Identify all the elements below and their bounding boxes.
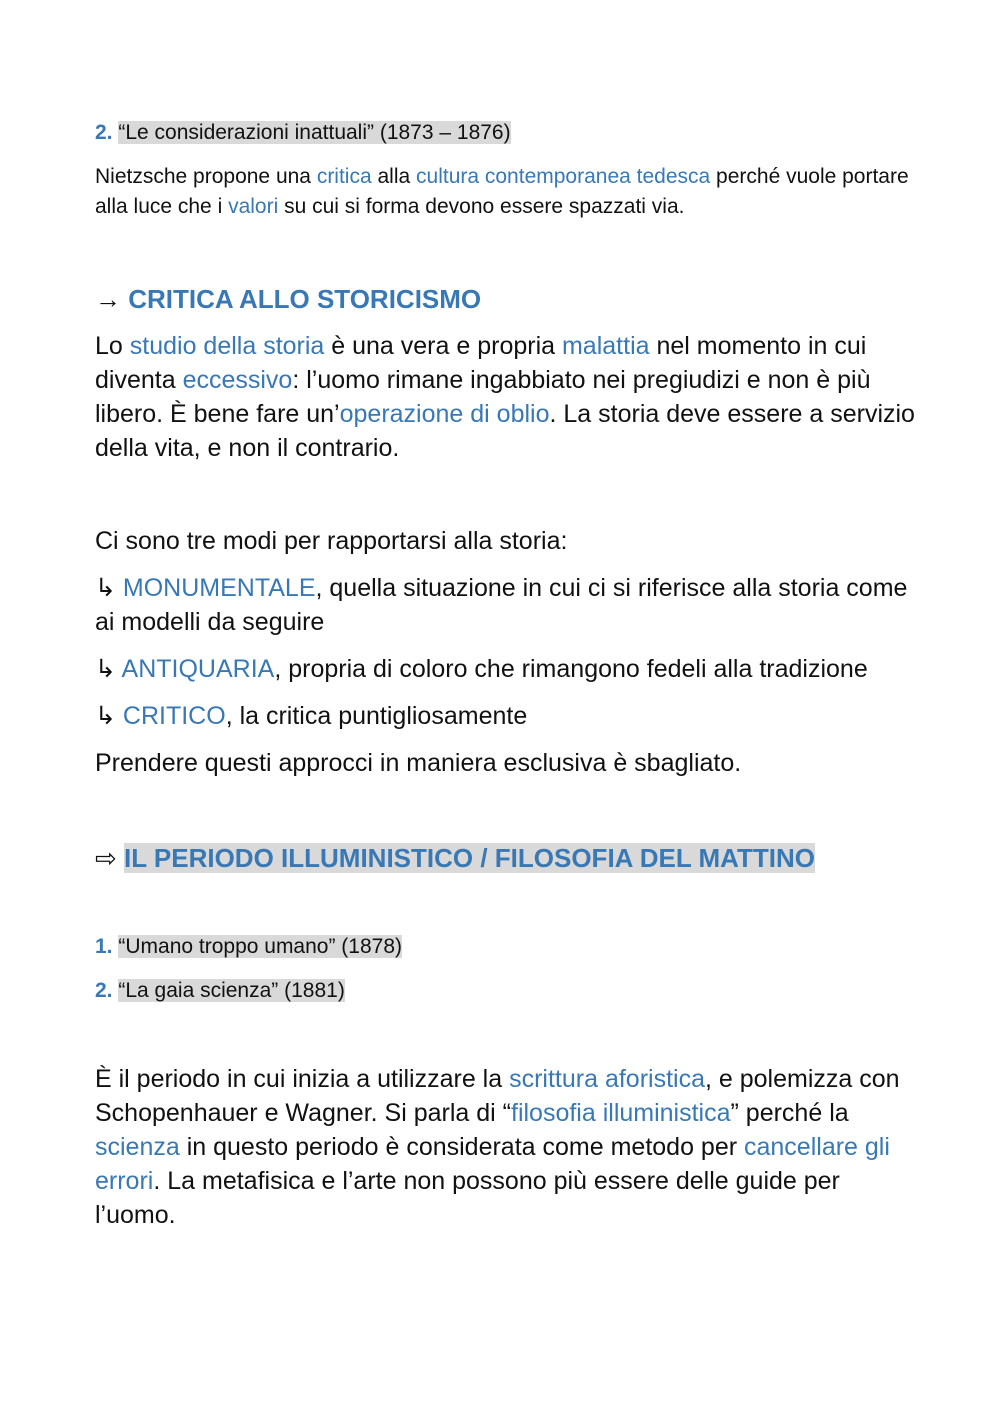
text-span: Nietzsche propone una bbox=[95, 165, 317, 188]
text-span: perché vuole portare alla luce che i bbox=[95, 165, 909, 218]
keyword: operazione di oblio bbox=[339, 400, 550, 428]
return-arrow-icon: ↳ bbox=[95, 702, 116, 730]
list-text: , quella situazione in cui ci si riferisce alla storia come ai modelli da seguire bbox=[95, 574, 908, 636]
return-arrow-icon: ↳ bbox=[95, 574, 116, 602]
text-span: alla bbox=[371, 165, 417, 188]
periodo-paragraph bbox=[95, 1062, 915, 1232]
modi-intro: Ci sono tre modi per rapportarsi alla storia: bbox=[95, 527, 568, 555]
section-title: CRITICA ALLO STORICISMO bbox=[128, 284, 482, 314]
intro-paragraph bbox=[95, 162, 915, 222]
list-text: , la critica puntigliosamente bbox=[225, 702, 528, 730]
keyword: filosofia illuministica bbox=[511, 1099, 731, 1127]
section-heading-illuministico bbox=[95, 841, 915, 875]
text-span: : l’uomo rimane ingabbiato nei pregiudizi e non è più libero. È bene fare un’ bbox=[95, 366, 871, 428]
work-number: 2. bbox=[95, 979, 113, 1002]
list-item-critico bbox=[95, 699, 915, 733]
section-title: IL PERIODO ILLUMINISTICO / FILOSOFIA DEL MATTINO bbox=[124, 843, 815, 873]
text-span: è una vera e propria bbox=[324, 332, 562, 360]
text-span: in questo periodo è considerata come metodo per bbox=[179, 1133, 744, 1161]
return-arrow-icon: ↳ bbox=[95, 655, 116, 683]
storia-paragraph bbox=[95, 329, 915, 465]
list-keyword: CRITICO bbox=[122, 702, 226, 730]
keyword: eccessivo bbox=[182, 366, 293, 394]
keyword: scrittura aforistica bbox=[509, 1065, 705, 1093]
keyword: studio della storia bbox=[129, 332, 325, 360]
list-keyword: MONUMENTALE bbox=[122, 574, 316, 602]
list-text: , propria di coloro che rimangono fedeli alla tradizione bbox=[274, 655, 868, 683]
text-span: ” perché la bbox=[730, 1099, 849, 1127]
text-span: . La metafisica e l’arte non possono più essere delle guide per l’uomo. bbox=[95, 1167, 840, 1229]
text-span: È il periodo in cui inizia a utilizzare la bbox=[95, 1065, 510, 1093]
work-heading-considerazioni bbox=[95, 118, 915, 148]
keyword: critica bbox=[316, 165, 372, 188]
keyword: valori bbox=[228, 195, 279, 218]
text-span: . La storia deve essere a servizio della vita, e non il contrario. bbox=[95, 400, 915, 462]
text-span: su cui si forma devono essere spazzati via. bbox=[278, 195, 685, 218]
work-number: 2. bbox=[95, 121, 113, 144]
arrow-icon: → bbox=[95, 284, 121, 314]
list-keyword: ANTIQUARIA bbox=[121, 655, 275, 683]
text-span: , e polemizza con Schopenhauer e Wagner. Si parla di “ bbox=[95, 1065, 900, 1127]
list-item-monumentale bbox=[95, 571, 915, 639]
work-heading-umano bbox=[95, 932, 915, 962]
text-span: Lo bbox=[95, 332, 130, 360]
section-heading-storicismo bbox=[95, 282, 915, 316]
outline-arrow-icon: ⇨ bbox=[95, 843, 117, 873]
modi-conclusion: Prendere questi approcci in maniera esclusiva è sbagliato. bbox=[95, 749, 742, 777]
work-title: “La gaia scienza” (1881) bbox=[118, 979, 345, 1002]
work-number: 1. bbox=[95, 935, 113, 958]
text-span: nel momento in cui diventa bbox=[95, 332, 867, 394]
work-title: “Le considerazioni inattuali” (1873 – 1876) bbox=[118, 121, 511, 144]
work-title: “Umano troppo umano” (1878) bbox=[118, 935, 403, 958]
keyword: malattia bbox=[561, 332, 650, 360]
keyword: cultura contemporanea tedesca bbox=[416, 165, 711, 188]
list-item-antiquaria bbox=[95, 652, 915, 686]
keyword: scienza bbox=[95, 1133, 180, 1161]
keyword: cancellare gli errori bbox=[95, 1133, 890, 1195]
work-heading-gaia-scienza bbox=[95, 976, 915, 1006]
